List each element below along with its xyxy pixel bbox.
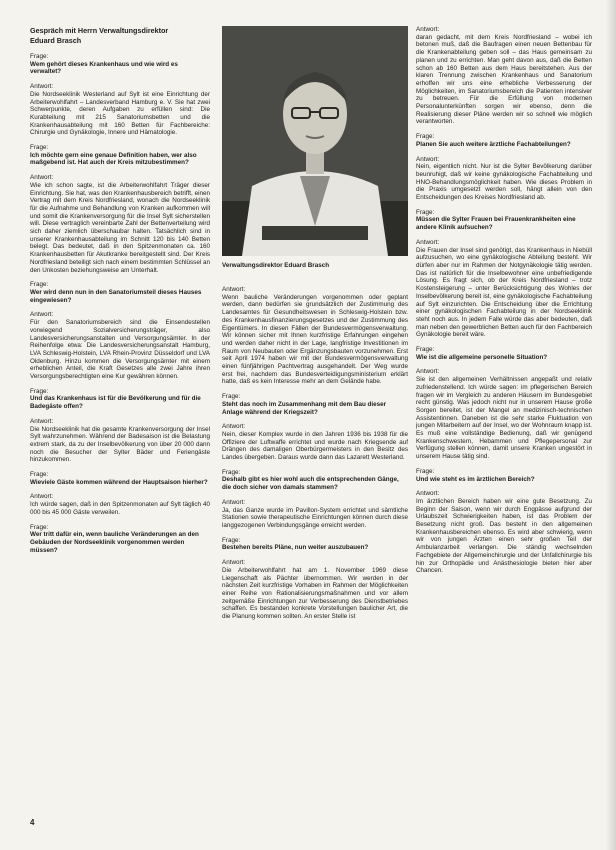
question-label: Frage: bbox=[30, 523, 49, 531]
answer-label: Antwort: bbox=[30, 493, 54, 501]
question-label: Frage: bbox=[30, 387, 49, 395]
question-label: Frage: bbox=[30, 281, 49, 289]
answer-text: Im ärztlichen Bereich haben wir eine gute Besetzung. Zu Beginn der Saison, wenn wir durch Engpässe aufgrund der Urlaubszeit Schwierigkeiten haben, ist das Problem der Besetzung nicht groß. Das besteht in den allgemeinen Krankenhausbereichen ebenso. Es wird aber schwierig, wenn wir von jungen Ärzten einen sehr großen Teil der Ambulanzarbeit verlangen. Die ständig wechselnden Fachgebiete der Allgemeinchirurgie und der Unfallchirurgie bis hin zur Orthopädie und Anästhesiologie bieten hier aber Chancen. bbox=[416, 497, 592, 575]
answer-text: Nein, eigentlich nicht. Nur ist die Sylter Bevölkerung darüber beunruhigt, daß wir keine gynäkologische Fachabteilung und HNO-Behandlungsmöglichkeit haben. Wie dieses Problem in die Praxis umgesetzt werden soll, hängt allein von den Entscheidungen des Kreises Nordfriesland ab. bbox=[416, 163, 592, 202]
answer-text: Ja, das Ganze wurde im Pavillon-System errichtet und sämtliche Stationen sowie therapeutische Einrichtungen können durch diese langgezogenen Verbindungsgänge erreicht werden. bbox=[222, 506, 408, 529]
question-text: Müssen die Sylter Frauen bei Frauenkrankheiten eine andere Klinik aufsuchen? bbox=[416, 216, 576, 232]
question-text: Und wie steht es im ärztlichen Bereich? bbox=[416, 475, 535, 483]
answer-text: Sie ist den allgemeinen Verhältnissen angepaßt und relativ zufriedenstellend. Ich würde sagen: im pflegerischen Bereich fragen wir im Vergleich zu anderen Häusern im Bundesgebiet recht günstig. Was jedoch nicht nur in unserem Hause große Sorgen bereitet, ist der Mangel an medizinisch-technischen Assistentinnen. Daneben ist die sehr starke Fluktuation von jungen Mitarbeitern auf der Insel, wo der Wohnraum knapp ist. Es muß eine vollständige Bedienung, daß wir genügend Krankenschwestern, Hebammen und Pflegepersonal zur Verfügung stellen können, damit unsere Kranken ungestört in unserem Hause tätig sind. bbox=[416, 376, 592, 461]
question-label: Frage: bbox=[222, 393, 241, 401]
portrait-photo bbox=[222, 26, 408, 256]
interviewee-name: Eduard Brasch bbox=[30, 36, 82, 45]
question-text: Deshalb gibt es hier wohl auch die entsprechenden Gänge, die doch sicher von damals stammen? bbox=[222, 476, 399, 492]
question-label: Frage: bbox=[416, 467, 435, 475]
answer-label: Antwort: bbox=[30, 417, 54, 425]
answer-text: daran gedacht, mit dem Kreis Nordfriesland – wobei ich betonen muß, daß die Baufragen einen neuen Bettenbau für die Krankenabteilung geben soll – das Haus gemeinsam zu planen und zu errichten. Man geht davon aus, daß die Betten schon ab 160 Betten aus dem Haus bereitstehen. Aus der klaren Trennung zwischen Krankenhaus und Sanatorium erhoffen wir uns eine erhebliche Verbesserung der Möglichkeiten, im Sanatoriumsbereich die Patienten intensiver zu betreuen. Für die Erfüllung von modernen Personalunterkünften sorgen wir ebenso, denn die Realisierung dieser Pläne werden wir so schnell wie möglich verantworten. bbox=[416, 33, 592, 126]
question-label: Frage: bbox=[30, 144, 49, 152]
answer-label: Antwort: bbox=[222, 498, 246, 506]
column-right bbox=[416, 26, 592, 816]
portrait-illustration bbox=[222, 26, 408, 256]
question-text: Wieviele Gäste kommen während der Hauptsaison hierher? bbox=[30, 478, 208, 486]
answer-text: Die Frauen der Insel sind genötigt, das Krankenhaus in Niebüll aufzusuchen, wo eine gynäkologische Abteilung besteht. Wir dürfen aber nur im Rahmen der Notgynäkologie tätig werden. Das ist natürlich für die Inselbewohner eine unbefriedigende Lösung. Es fragt sich, ob der Kreis Nordfriesland – trotz Kostensteigerung – unter Berücksichtigung des Wohles der Inselbevölkerung bereit ist, eine gynäkologische Fachabteilung auf Sylt einzurichten. Die Entscheidung über die Errichtung einer gynäkologischen Fachabteilung in der Nordseeklinik steht noch aus. In jedem Falle würde das aber bedeuten, daß man neben den gewerblichen Betten auch für den Fachbereich Gynäkologie bereit wäre. bbox=[416, 246, 592, 339]
answer-label: Antwort: bbox=[416, 368, 440, 376]
question-text: Wie ist die allgemeine personelle Situation? bbox=[416, 353, 548, 361]
question-text: Steht das noch im Zusammenhang mit dem Bau dieser Anlage während der Kriegszeit? bbox=[222, 400, 387, 416]
question-text: Bestehen bereits Pläne, nun weiter auszubauen? bbox=[222, 544, 369, 552]
answer-text: Die Nordseeklinik Westerland auf Sylt ist eine Einrichtung der Arbeiterwohlfahrt – Landesverband Hamburg e. V. Sie hat zwei Schwerpunkte, deren Aufgaben zu erfüllen sind: Die Kurabteilung mit 215 Sanatoriumsbetten und die Krankenhausabteilung mit 160 Betten für Fachbereiche: Chirurgie und Gynäkologie, Innere und Hämatologie. bbox=[30, 90, 210, 137]
question-label: Frage: bbox=[30, 471, 49, 479]
question-text: Planen Sie auch weitere ärztliche Fachabteilungen? bbox=[416, 140, 571, 148]
question-label: Frage: bbox=[222, 536, 241, 544]
question-text: Wer tritt dafür ein, wenn bauliche Veränderungen an den Gebäuden der Nordseeklinik vorgenommen werden müssen? bbox=[30, 531, 199, 554]
answer-label: Antwort: bbox=[416, 26, 440, 33]
answer-label: Antwort: bbox=[222, 559, 246, 567]
question-label: Frage: bbox=[30, 53, 49, 60]
answer-label: Antwort: bbox=[222, 286, 246, 293]
column-middle bbox=[222, 286, 408, 816]
question-label: Frage: bbox=[416, 208, 435, 216]
answer-text: Nein, dieser Komplex wurde in den Jahren 1936 bis 1938 für die Offiziere der Luftwaffe errichtet und wurde nach Kriegsende auf Drängen des damaligen Oberbürgermeisters in den Besitz des Landes übergeben. Daraus wurde dann das Lazarett Westerland. bbox=[222, 430, 408, 462]
answer-text: Ich würde sagen, daß in den Spitzenmonaten auf Sylt täglich 40 000 bis 45 000 Gäste verweilen. bbox=[30, 501, 210, 516]
answer-text: Wie ich schon sagte, ist die Arbeiterwohlfahrt Träger dieser Einrichtung. Sie hat, was den Krankenhausbereich betrifft, einen Vertrag mit dem Kreis Nordfriesland, wonach die Nordseeklinik für die Aufnahme und Behandlung von Kranken aufkommen will und somit die Krankenversorgung für die Insel Sylt sicherstellen will. Diese vertraglich vereinbarte Zahl der Bettenverteilung wird sich daher ziemlich überschaubar halten. Tatsächlich sind in unserer Krankenhausabteilung im Schnitt 120 bis 140 Betten belegt. Das bedeutet, daß in den Spitzenmonaten ca. 160 Krankenhausbetten für Akutkranke bereitgestellt sind. Der Kreis Nordfriesland beteiligt sich nach einem bestimmten Schlüssel an den Unkosten beziehungsweise am Unterhalt. bbox=[30, 181, 210, 274]
question-label: Frage: bbox=[416, 346, 435, 354]
answer-label: Antwort: bbox=[30, 83, 54, 91]
interview-heading: Gespräch mit Herrn Verwaltungsdirektor bbox=[30, 26, 169, 35]
answer-label: Antwort: bbox=[416, 238, 440, 246]
question-text: Wer wird denn nun in den Sanatoriumsteil dieses Hauses eingewiesen? bbox=[30, 288, 202, 304]
photo-caption: Verwaltungsdirektor Eduard Brasch bbox=[222, 262, 330, 269]
question-label: Frage: bbox=[222, 468, 241, 476]
question-label: Frage: bbox=[416, 133, 435, 141]
answer-label: Antwort: bbox=[416, 155, 440, 163]
answer-text: Die Arbeiterwohlfahrt hat am 1. November 1969 diese Liegenschaft als Pächter übernommen. Wir werden in der nächsten Zeit kurzfristige Vorhaben im Rahmen der Möglichkeiten einer Reihe von Rationalisierungsmaßnahmen und vor allem zeitgemäße Einrichtungen zur Verbesserung des Dienstbetriebes schaffen. Es bestanden konkrete Vorstellungen baulicher Art, die die Planung kommen sollten. An erster Stelle ist bbox=[222, 566, 408, 621]
answer-label: Antwort: bbox=[30, 174, 54, 182]
question-text: Und das Krankenhaus ist für die Bevölkerung und für die Badegäste offen? bbox=[30, 395, 201, 411]
column-left bbox=[30, 26, 210, 816]
answer-label: Antwort: bbox=[416, 490, 440, 498]
answer-text: Die Nordseeklinik hat die gesamte Krankenversorgung der Insel Sylt wahrzunehmen. Während der Badesaison ist die Belastung extrem stark, da zu der Inselbevölkerung von über 20 000 dann noch die Besucher der Sylter Bäder und Feriengäste hinzukommen. bbox=[30, 425, 210, 464]
question-text: Ich möchte gern eine genaue Definition haben, wer also maßgebend ist. Hat auch der Kreis mitzubestimmen? bbox=[30, 151, 197, 167]
answer-label: Antwort: bbox=[222, 423, 246, 431]
page-number: 4 bbox=[30, 818, 35, 827]
question-text: Wem gehört dieses Krankenhaus und wie wird es verwaltet? bbox=[30, 60, 178, 76]
scan-edge-shadow bbox=[606, 0, 616, 850]
answer-text: Für den Sanatoriumsbereich sind die Einsendestellen vorwiegend Sozialversicherungsträger, also Landesversicherungsanstalten und Versorgungsämter. In der Reihenfolge etwa: Die Landesversicherungsanstalt Hamburg, LVA Schleswig-Holstein, LVA Rhein-Provinz Düsseldorf und LVA Oldenburg. Hinzu kommen die Versorgungsämter mit einem erheblichen Anteil, die Kraft Gesetzes alle zwei Jahre ihren Versorgungsberechtigten eine Kur gewähren können. bbox=[30, 319, 210, 381]
answer-label: Antwort: bbox=[30, 311, 54, 319]
answer-text: Wenn bauliche Veränderungen vorgenommen oder geplant werden, dann bedürfen sie grundsätzlich der Zustimmung des Landesamtes für Gesundheitswesen in Schleswig-Holstein bzw. des Krankenhausfinanzierungsgesetzes und der Zustimmung des Eigentümers. In diesen Fällen der Bundesvermögensverwaltung. Wir können sicher mit Ihnen kurzfristige Erfahrungen eingehen und werden daher nicht in der Lage, langfristige Investitionen im Raum von Neubauten oder Ergänzungsbauten vorzunehmen. Erst seit April 1974 haben wir mit der Bundesvermögensverwaltung einen fünfjährigen Pachtvertrag ausgehandelt. Der Weg wurde erst frei, nachdem das Bundesverteidigungsministerium erklärt hatte, daß es kein Interesse mehr an dem Gelände habe. bbox=[222, 293, 408, 386]
